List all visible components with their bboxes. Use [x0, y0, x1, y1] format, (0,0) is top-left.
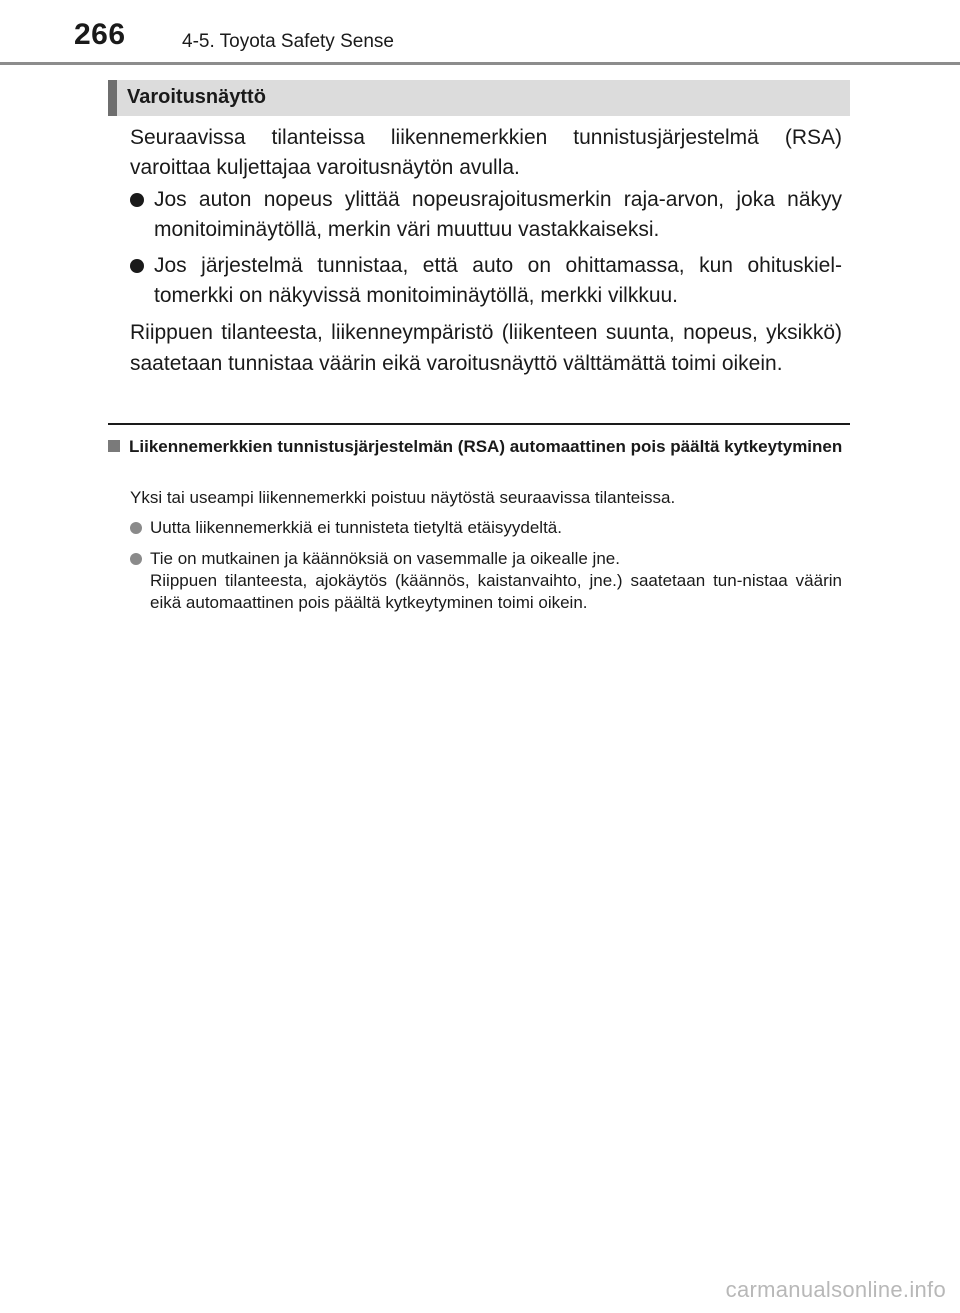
section-heading-bar	[108, 80, 850, 116]
bullet-text: Jos auton nopeus ylittää nopeusrajoitusmerkin raja-arvon, joka näkyy monitoiminäytöllä, merkin väri muuttuu vastakkaiseksi.	[154, 188, 842, 241]
watermark-text: carmanualsonline.info	[725, 1277, 946, 1302]
section-divider	[108, 423, 850, 425]
bullet-icon	[130, 553, 142, 565]
bullet-icon	[130, 193, 144, 207]
subsection-heading	[108, 436, 850, 458]
bullet-icon	[130, 522, 142, 534]
bullet-item	[130, 251, 842, 311]
subsection-title: Liikennemerkkien tunnistusjärjestelmän (RSA) automaattinen pois päältä kytkeytyminen	[129, 437, 843, 456]
intro-paragraph: Seuraavissa tilanteissa liikennemerkkien tunnistusjärjestelmä (RSA) varoittaa kuljettajaa varoitusnäytön avulla.	[130, 126, 842, 179]
header-divider	[0, 62, 960, 65]
subsection-intro: Yksi tai useampi liikennemerkki poistuu näytöstä seuraavissa tilanteissa.	[130, 488, 676, 507]
bullet-item	[130, 185, 842, 245]
section-heading: Varoitusnäyttö	[127, 86, 266, 108]
section-title: 4-5. Toyota Safety Sense	[182, 31, 394, 52]
sub-bullet-item	[130, 517, 842, 539]
sub-bullet-text: Uutta liikennemerkkiä ei tunnisteta tietyltä etäisyydeltä.	[150, 518, 562, 537]
sub-bullet-text: Tie on mutkainen ja käännöksiä on vasemmalle ja oikealle jne.	[150, 549, 620, 568]
sub-bullet-item	[130, 548, 842, 614]
square-bullet-icon	[108, 440, 120, 452]
page-number: 266	[74, 18, 126, 51]
bullet-text: Jos järjestelmä tunnistaa, että auto on ohittamassa, kun ohituskiel-tomerkki on näkyvissä monitoiminäytöllä, merkki vilkkuu.	[154, 254, 842, 307]
bullet-icon	[130, 259, 144, 273]
note-paragraph: Riippuen tilanteesta, liikenneympäristö (liikenteen suunta, nopeus, yksikkö) saatetaan tunnistaa väärin eikä varoitusnäyttö välttämättä toimi oikein.	[130, 321, 842, 375]
sub-bullet-continuation: Riippuen tilanteesta, ajokäytös (käännös, kaistanvaihto, jne.) saatetaan tun-nistaa väärin eikä automaattinen pois päältä kytkeytyminen toimi oikein.	[150, 571, 842, 612]
